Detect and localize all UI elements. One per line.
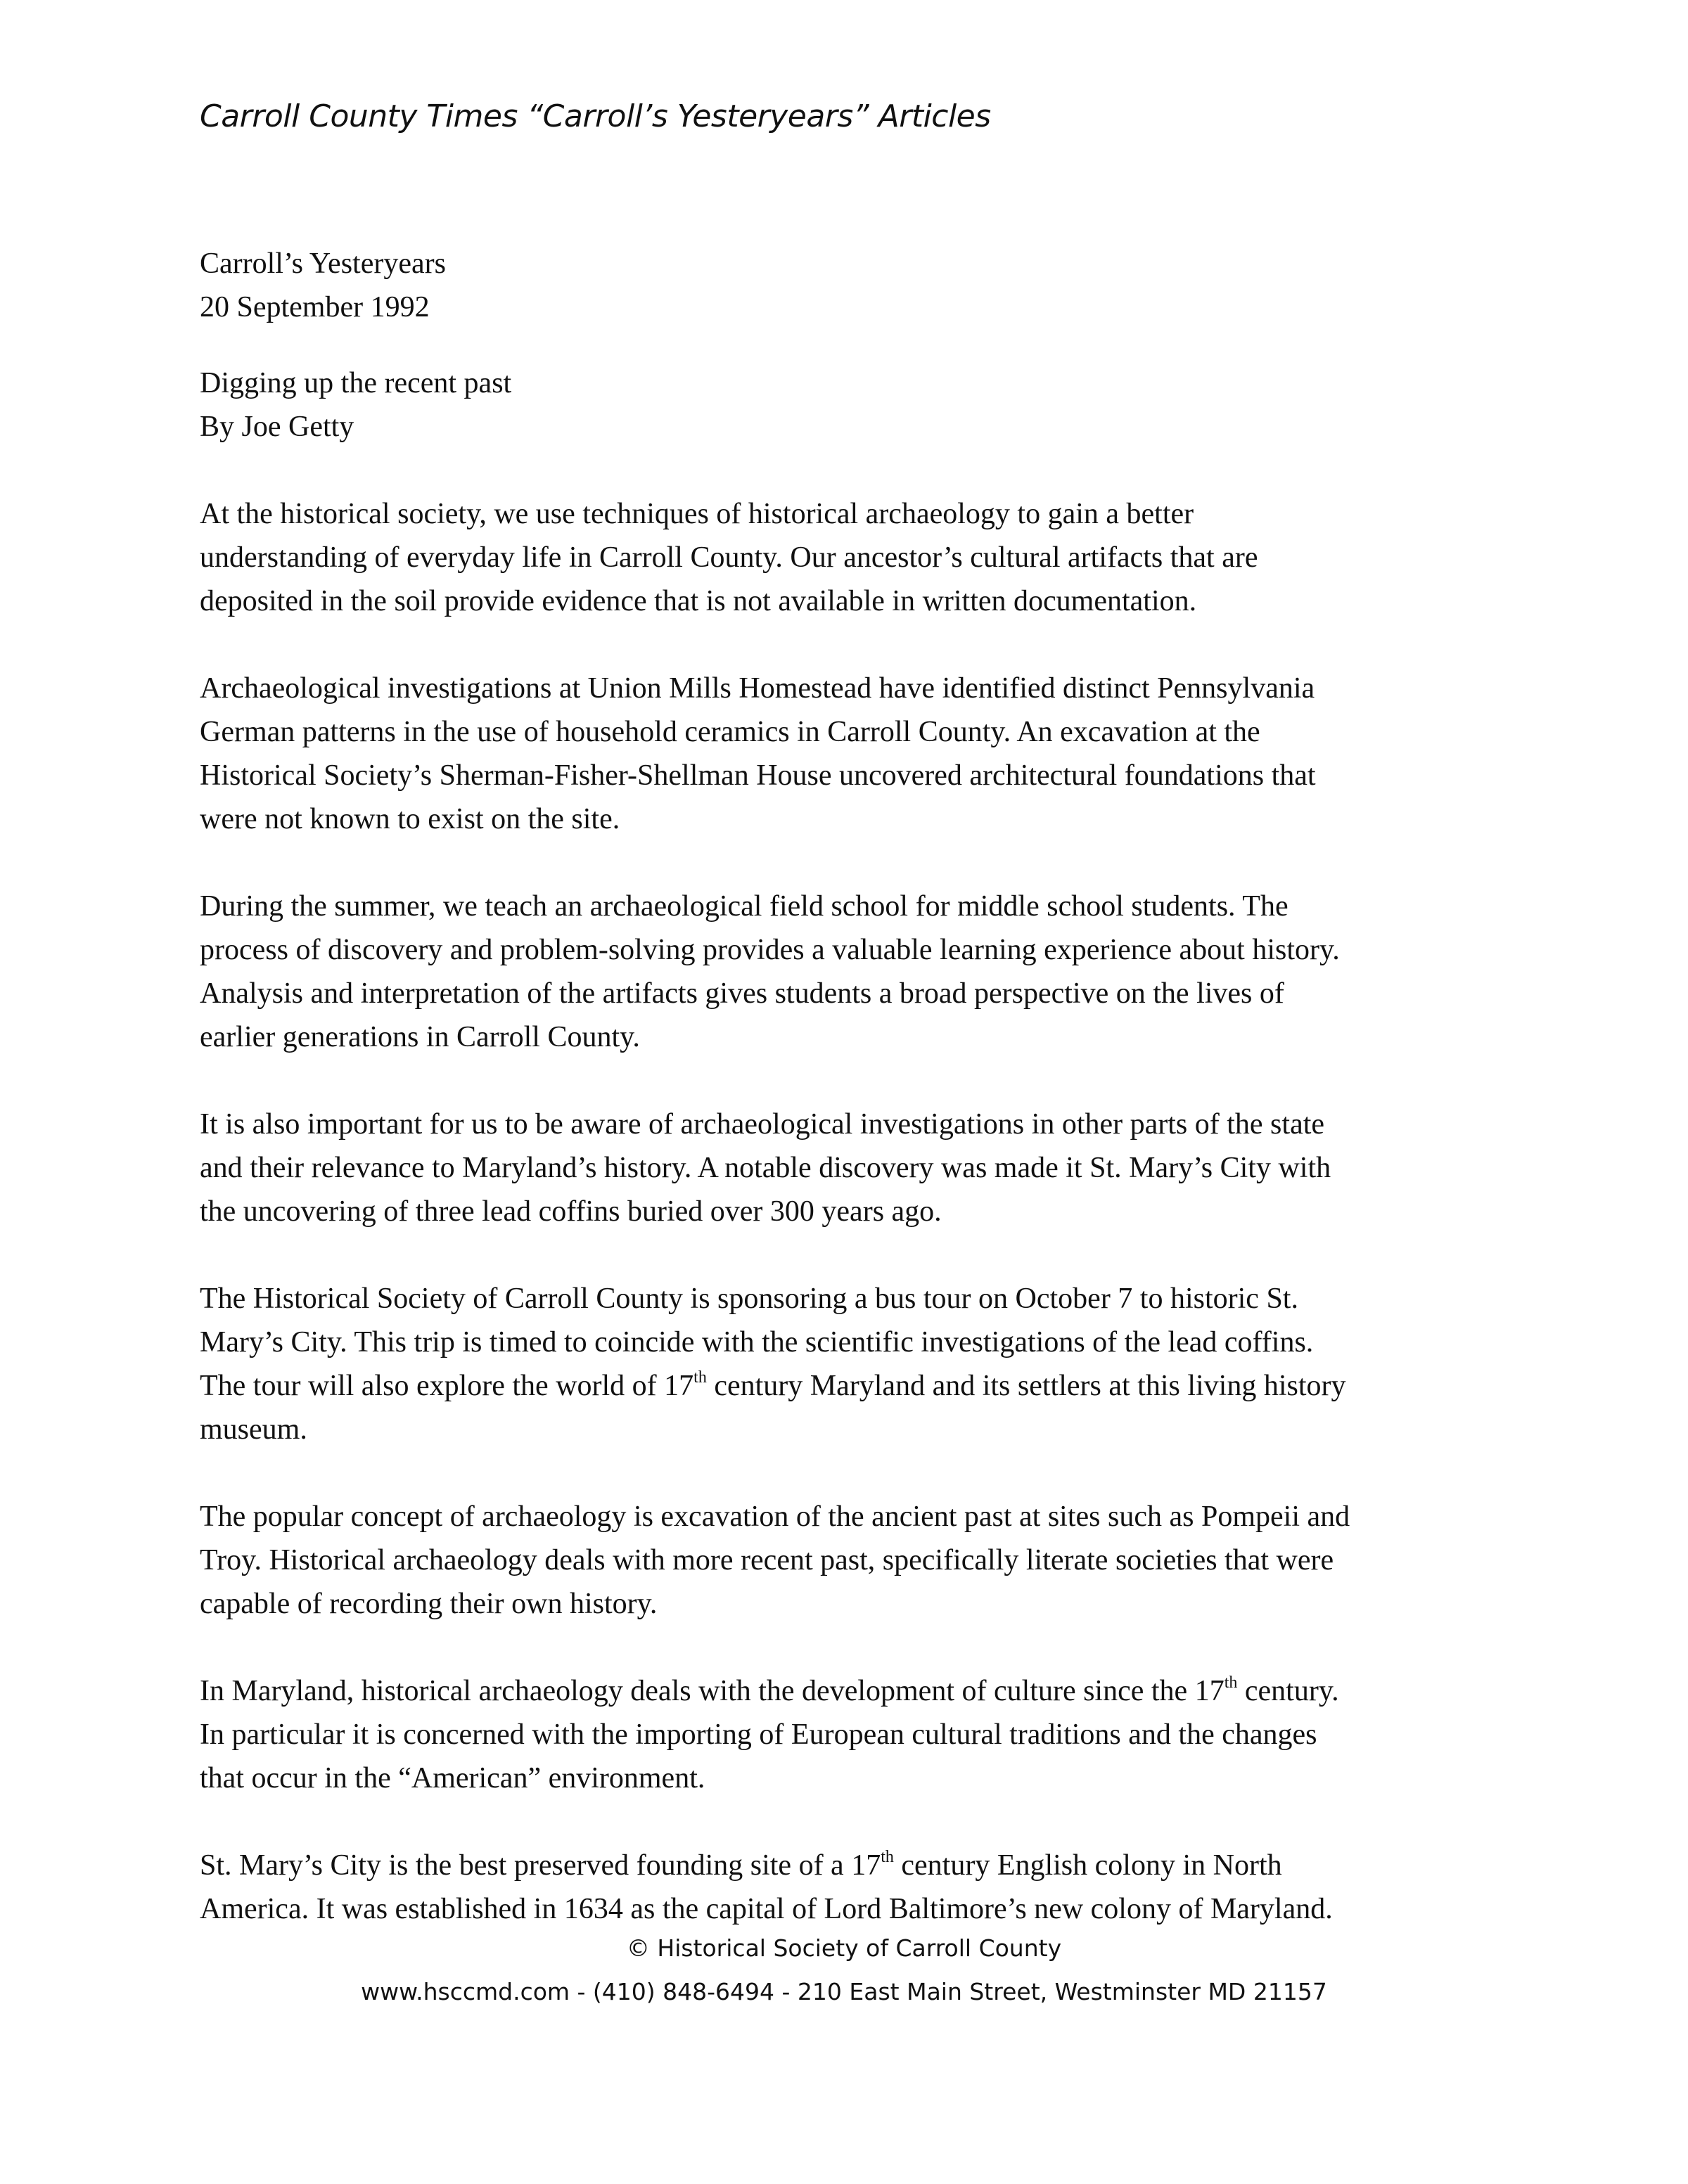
text-line: Mary’s City. This trip is timed to coincide with the scientific investigations of the lead coffins. [200,1326,1314,1358]
running-header: Carroll County Times “Carroll’s Yesteryears” Articles [200,98,991,134]
text-line: Archaeological investigations at Union Mills Homestead have identified distinct Pennsylvania [200,672,1315,705]
text-line: that occur in the “American” environment. [200,1762,705,1794]
text-line: understanding of everyday life in Carroll County. Our ancestor’s cultural artifacts that are [200,541,1258,574]
contact-info: www.hsccmd.com - (410) 848-6494 - 210 East Main Street, Westminster MD 21157 [361,1978,1327,2005]
text-line: The Historical Society of Carroll County is sponsoring a bus tour on October 7 to historic St. [200,1283,1298,1315]
article-heading [200,361,1508,449]
text-line: America. It was established in 1634 as the capital of Lord Baltimore’s new colony of Maryland. [200,1893,1333,1925]
text-line: deposited in the soil provide evidence that is not available in written documentation. [200,585,1197,617]
paragraph-7 [200,1669,1508,1800]
text-segment: In Maryland, historical archaeology deals with the development of culture since the 17 [200,1675,1225,1707]
headline: Digging up the recent past [200,367,512,399]
text-line: During the summer, we teach an archaeological field school for middle school students. The [200,890,1289,923]
spacer [200,329,1508,361]
text-line: Analysis and interpretation of the artifacts gives students a broad perspective on the lives of [200,977,1284,1010]
paragraph-5 [200,1277,1508,1451]
paragraph-8 [200,1844,1508,1931]
text-segment: St. Mary’s City is the best preserved founding site of a 17 [200,1849,881,1882]
text-line: At the historical society, we use techniques of historical archaeology to gain a better [200,498,1194,530]
text-line: the uncovering of three lead coffins buried over 300 years ago. [200,1195,942,1228]
ordinal-suffix: th [693,1368,707,1387]
text-line: Troy. Historical archaeology deals with more recent past, specifically literate societies that were [200,1544,1334,1576]
article-meta [200,242,1508,329]
byline: By Joe Getty [200,411,354,443]
paragraph-1 [200,492,1508,623]
text-line: capable of recording their own history. [200,1588,658,1620]
copyright-notice: © Historical Society of Carroll County [626,1934,1062,1962]
text-line: The popular concept of archaeology is excavation of the ancient past at sites such as Pompeii and [200,1501,1350,1533]
paragraph-3 [200,885,1508,1059]
text-line: In particular it is concerned with the importing of European cultural traditions and the changes [200,1719,1317,1751]
ordinal-suffix: th [881,1848,894,1866]
page-footer [0,1927,1688,2014]
text-line: process of discovery and problem-solving provides a valuable learning experience about history. [200,934,1340,966]
text-line [200,1669,1508,1713]
ordinal-suffix: th [1224,1674,1238,1692]
text-line: were not known to exist on the site. [200,803,620,835]
paragraph-6 [200,1495,1508,1626]
text-line [200,1844,1508,1887]
spacer [200,449,1508,492]
text-line: German patterns in the use of household ceramics in Carroll County. An excavation at the [200,716,1260,748]
text-line: and their relevance to Maryland’s history. A notable discovery was made it St. Mary’s City with [200,1152,1331,1184]
text-segment: century. [1237,1675,1339,1707]
column-name: Carroll’s Yesteryears [200,248,446,280]
text-line: It is also important for us to be aware of archaeological investigations in other parts of the state [200,1108,1325,1141]
text-segment: The tour will also explore the world of 17 [200,1370,694,1402]
text-line: Historical Society’s Sherman-Fisher-Shellman House uncovered architectural foundations that [200,759,1316,792]
text-line: earlier generations in Carroll County. [200,1021,640,1053]
paragraph-2 [200,667,1508,841]
text-line [200,1364,1508,1408]
paragraph-4 [200,1103,1508,1233]
text-line: museum. [200,1413,307,1446]
text-segment: century Maryland and its settlers at this living history [706,1370,1346,1402]
text-segment: century English colony in North [893,1849,1282,1882]
article-date: 20 September 1992 [200,291,430,323]
article-body [200,242,1508,1931]
